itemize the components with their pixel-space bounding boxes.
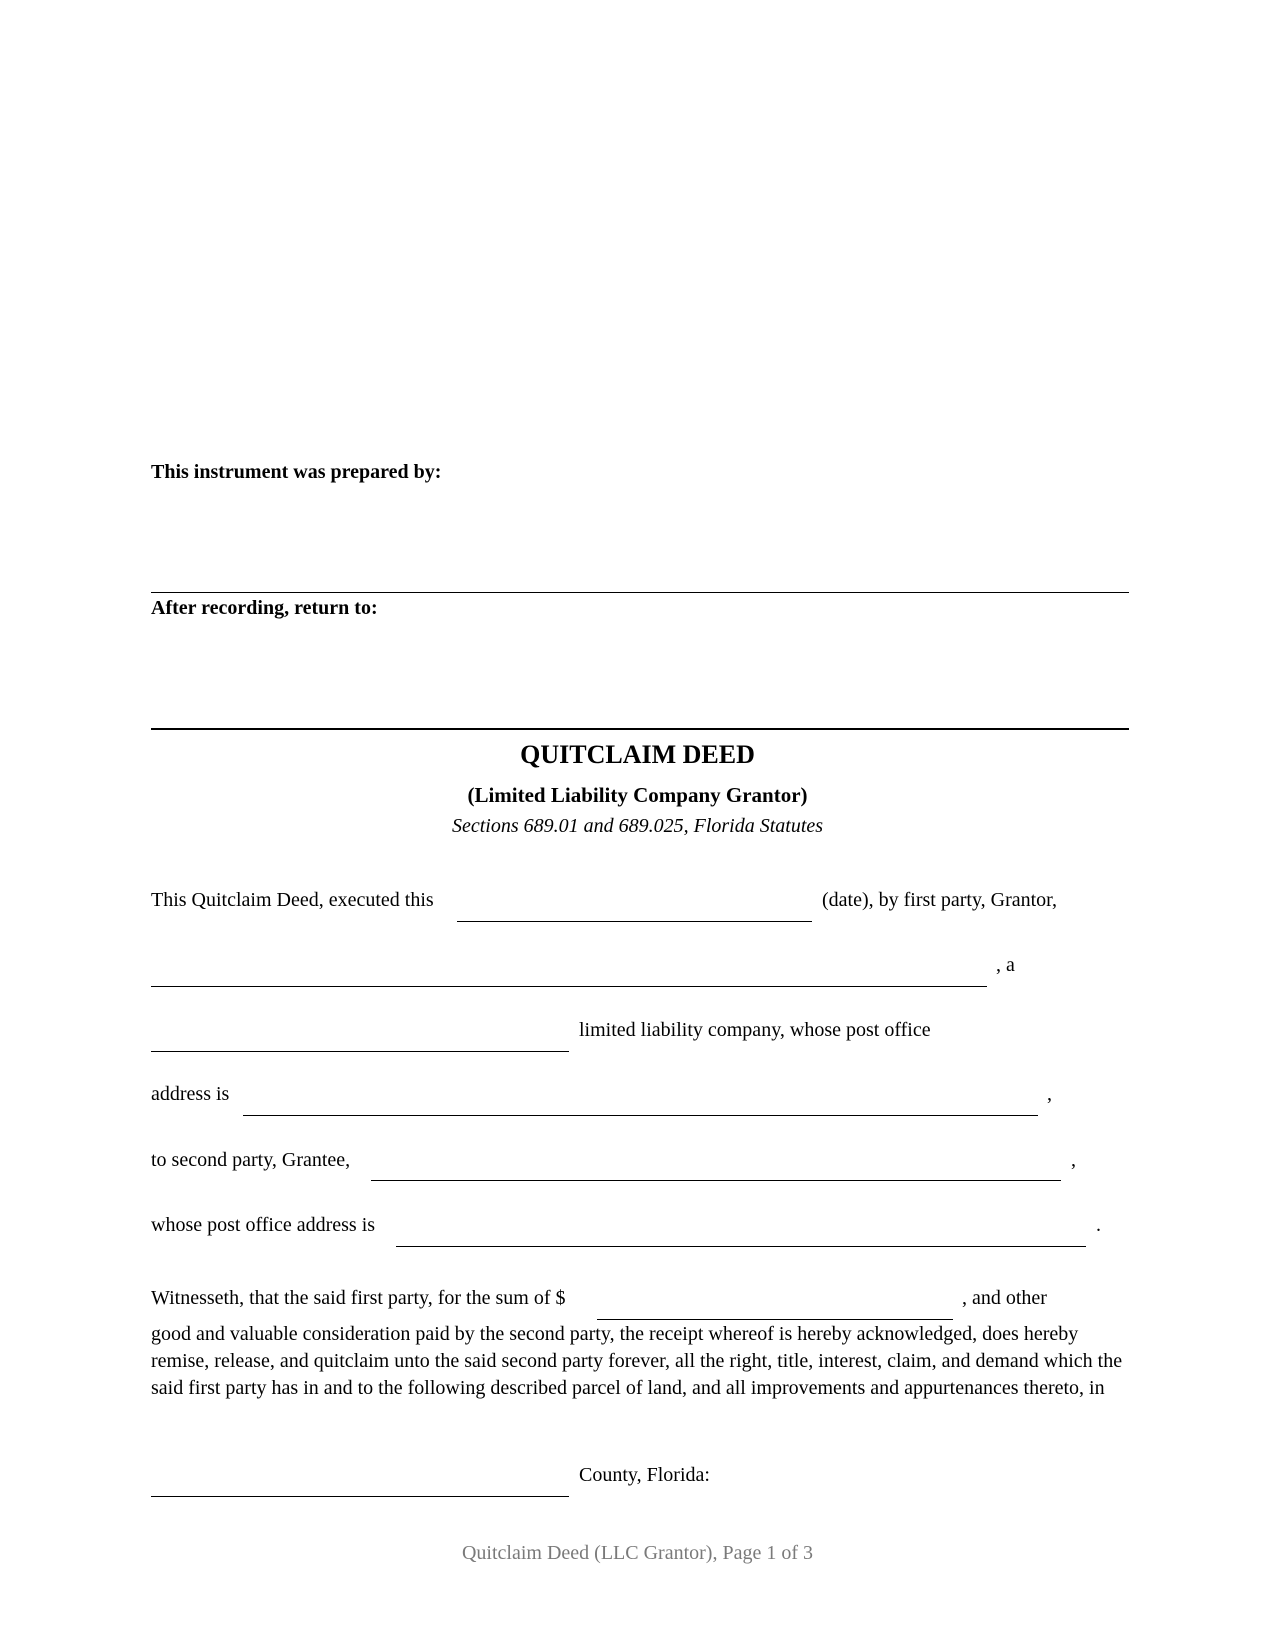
grantor-name-suffix: , a [996, 954, 1015, 976]
document-title: QUITCLAIM DEED [520, 740, 755, 769]
execution-date-blank[interactable] [457, 921, 812, 922]
consideration-suffix: , and other [962, 1287, 1047, 1309]
document-subtitle: (Limited Liability Company Grantor) [467, 783, 808, 807]
prepared-by-rule [151, 592, 1129, 593]
prepared-by-label: This instrument was prepared by: [151, 461, 442, 483]
grantor-address-prefix: address is [151, 1083, 230, 1105]
grantor-address-blank[interactable] [243, 1115, 1038, 1116]
grantee-suffix: , [1071, 1149, 1076, 1171]
grantor-name-blank[interactable] [151, 986, 987, 987]
grantee-address-blank[interactable] [396, 1246, 1086, 1247]
grantor-address-suffix: , [1047, 1083, 1052, 1105]
return-to-label: After recording, return to: [151, 597, 378, 619]
grantor-state-blank[interactable] [151, 1051, 569, 1052]
consideration-amount-blank[interactable] [597, 1319, 953, 1320]
return-to-rule [151, 728, 1129, 730]
execution-date-suffix: (date), by first party, Grantor, [822, 889, 1058, 911]
grantee-address-suffix: . [1096, 1214, 1101, 1236]
grantee-prefix: to second party, Grantee, [151, 1149, 351, 1171]
consideration-prefix: Witnesseth, that the said first party, for the sum of $ [151, 1287, 566, 1309]
grantee-address-prefix: whose post office address is [151, 1214, 376, 1236]
conveyance-paragraph: good and valuable consideration paid by the second party, the receipt whereof is hereby acknowledged, does hereby remise, release, and quitclaim unto the said second party forever, all the right, title, interest, claim, and demand which the said first party has in and to the following described parcel of land, and all improvements and appurtenances thereto, in [151, 1323, 1123, 1399]
county-suffix: County, Florida: [579, 1464, 710, 1486]
statute-reference: Sections 689.01 and 689.025, Florida Statutes [451, 815, 824, 837]
llc-description: limited liability company, whose post office [579, 1019, 931, 1041]
page-footer: Quitclaim Deed (LLC Grantor), Page 1 of 3 [461, 1542, 813, 1564]
grantee-name-blank[interactable] [371, 1180, 1061, 1181]
execution-date-prefix: This Quitclaim Deed, executed this [151, 889, 434, 911]
county-blank[interactable] [151, 1496, 569, 1497]
